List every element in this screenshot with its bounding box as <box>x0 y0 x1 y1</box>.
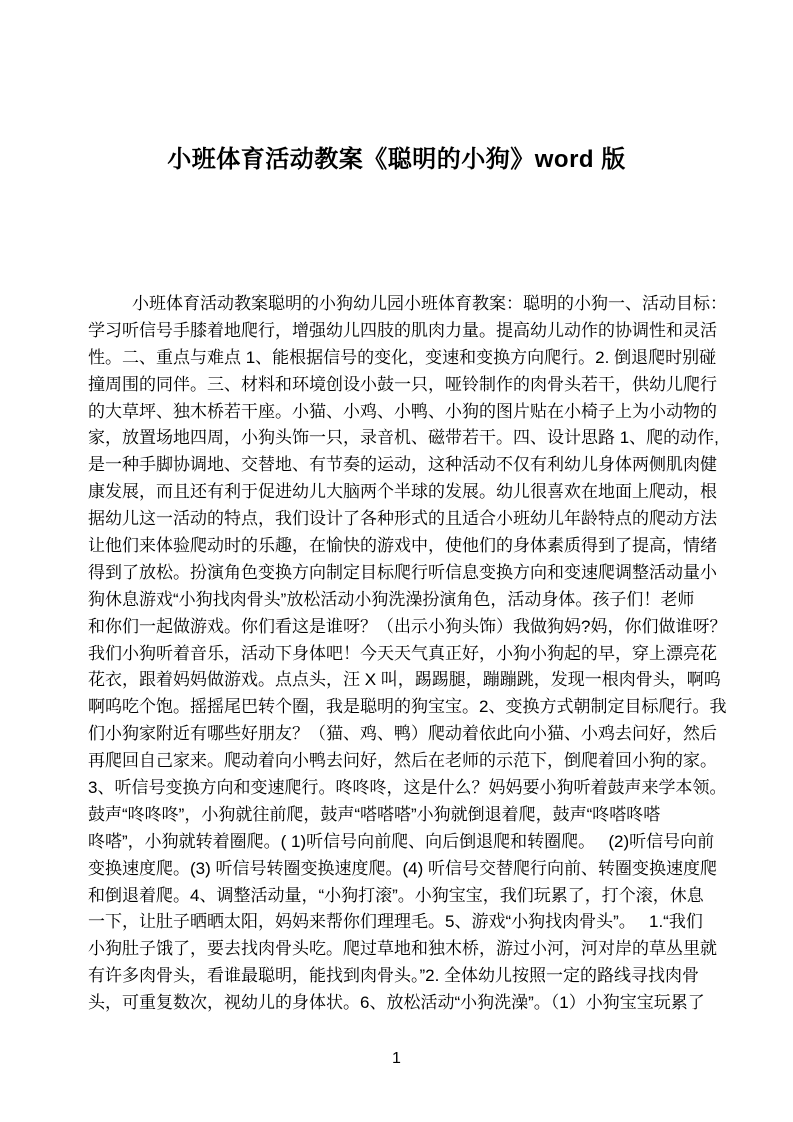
body-line: 啊呜吃个饱。摇摇尾巴转个圈，我是聪明的狗宝宝。2、变换方式朝制定目标爬行。我 <box>88 697 727 717</box>
page-footer <box>0 1050 793 1068</box>
body-line: 据幼儿这一活动的特点，我们设计了各种形式的且适合小班幼儿年龄特点的爬动方法 <box>88 509 717 529</box>
body-line: 学习听信号手膝着地爬行，增强幼儿四肢的肌肉力量。提高幼儿动作的协调性和灵活 <box>88 320 717 340</box>
body-line: 鼓声“咚咚咚”，小狗就往前爬，鼓声“嗒嗒嗒”小狗就倒退着爬，鼓声“咚嗒咚嗒 <box>88 804 661 824</box>
body-line: 小班体育活动教案聪明的小狗幼儿园小班体育教案：聪明的小狗一、活动目标： <box>132 294 727 313</box>
body-line: 们小狗家附近有哪些好朋友？（猫、鸡、鸭）爬动着依此向小猫、小鸡去问好，然后 <box>88 724 717 744</box>
body-line: 让他们来体验爬动时的乐趣，在愉快的游戏中，使他们的身体素质得到了提高，情绪 <box>88 536 717 556</box>
body-line: 咚嗒”，小狗就转着圈爬。( 1)听信号向前爬、向后倒退爬和转圈爬。 (2)听信号向前 <box>88 831 715 851</box>
body-line: 花衣，跟着妈妈做游戏。点点头，汪 X 叫，踢踢腿，蹦蹦跳，发现一根肉骨头，啊呜 <box>88 670 721 690</box>
body-line: 康发展，而且还有利于促进幼儿大脑两个半球的发展。幼儿很喜欢在地面上爬动，根 <box>88 482 717 502</box>
body-line: 和你们一起做游戏。你们看这是谁呀？（出示小狗头饰）我做狗妈?妈，你们做谁呀？ <box>88 616 727 636</box>
document-title: 小班体育活动教案《聪明的小狗》word 版 <box>167 146 626 173</box>
body-line: 和倒退着爬。4、调整活动量，“小狗打滚”。小狗宝宝，我们玩累了，打个滚，休息 <box>88 885 704 905</box>
body-line: 一下，让肚子晒晒太阳，妈妈来帮你们理理毛。5、游戏“小狗找肉骨头”。 1.“我们 <box>88 912 703 932</box>
body-line: 我们小狗听着音乐，活动下身体吧！今天天气真正好，小狗小狗起的早，穿上漂亮花 <box>88 643 717 663</box>
body-line: 再爬回自己家来。爬动着向小鸭去问好，然后在老师的示范下，倒爬着回小狗的家。 <box>88 751 717 771</box>
body-line: 3、听信号变换方向和变速爬行。咚咚咚，这是什么？妈妈要小狗听着鼓声来学本领。 <box>88 778 727 798</box>
body-line: 是一种手脚协调地、交替地、有节奏的运动，这种活动不仅有利幼儿身体两侧肌肉健 <box>88 455 717 475</box>
body-line: 头，可重复数次，视幼儿的身体状。6、放松活动“小狗洗澡”。（1）小狗宝宝玩累了 <box>88 993 705 1013</box>
body-line: 性。二、重点与难点 1、能根据信号的变化，变速和变换方向爬行。2. 倒退爬时别碰 <box>88 347 717 367</box>
body-line: 得到了放松。扮演角色变换方向制定目标爬行听信息变换方向和变速爬调整活动量小 <box>88 562 717 582</box>
body-line: 有许多肉骨头，看谁最聪明，能找到肉骨头。”2. 全体幼儿按照一定的路线寻找肉骨 <box>88 966 700 986</box>
body-line: 小狗肚子饿了，要去找肉骨头吃。爬过草地和独木桥，游过小河，河对岸的草丛里就 <box>88 939 717 959</box>
page-number: 1 <box>392 1050 401 1067</box>
document-body <box>88 291 793 1017</box>
body-line: 撞周围的同伴。三、材料和环境创设小鼓一只，哑铃制作的肉骨头若干，供幼儿爬行 <box>88 374 717 394</box>
body-line: 狗休息游戏“小狗找肉骨头”放松活动小狗洗澡扮演角色，活动身体。孩子们！老师 <box>88 589 695 609</box>
body-line: 家，放置场地四周，小狗头饰一只，录音机、磁带若干。四、设计思路 1、爬的动作, <box>88 428 719 448</box>
body-line: 的大草坪、独木桥若干座。小猫、小鸡、小鸭、小狗的图片贴在小椅子上为小动物的 <box>88 401 717 421</box>
body-line: 变换速度爬。(3) 听信号转圈变换速度爬。(4) 听信号交替爬行向前、转圈变换速度爬 <box>88 858 717 878</box>
